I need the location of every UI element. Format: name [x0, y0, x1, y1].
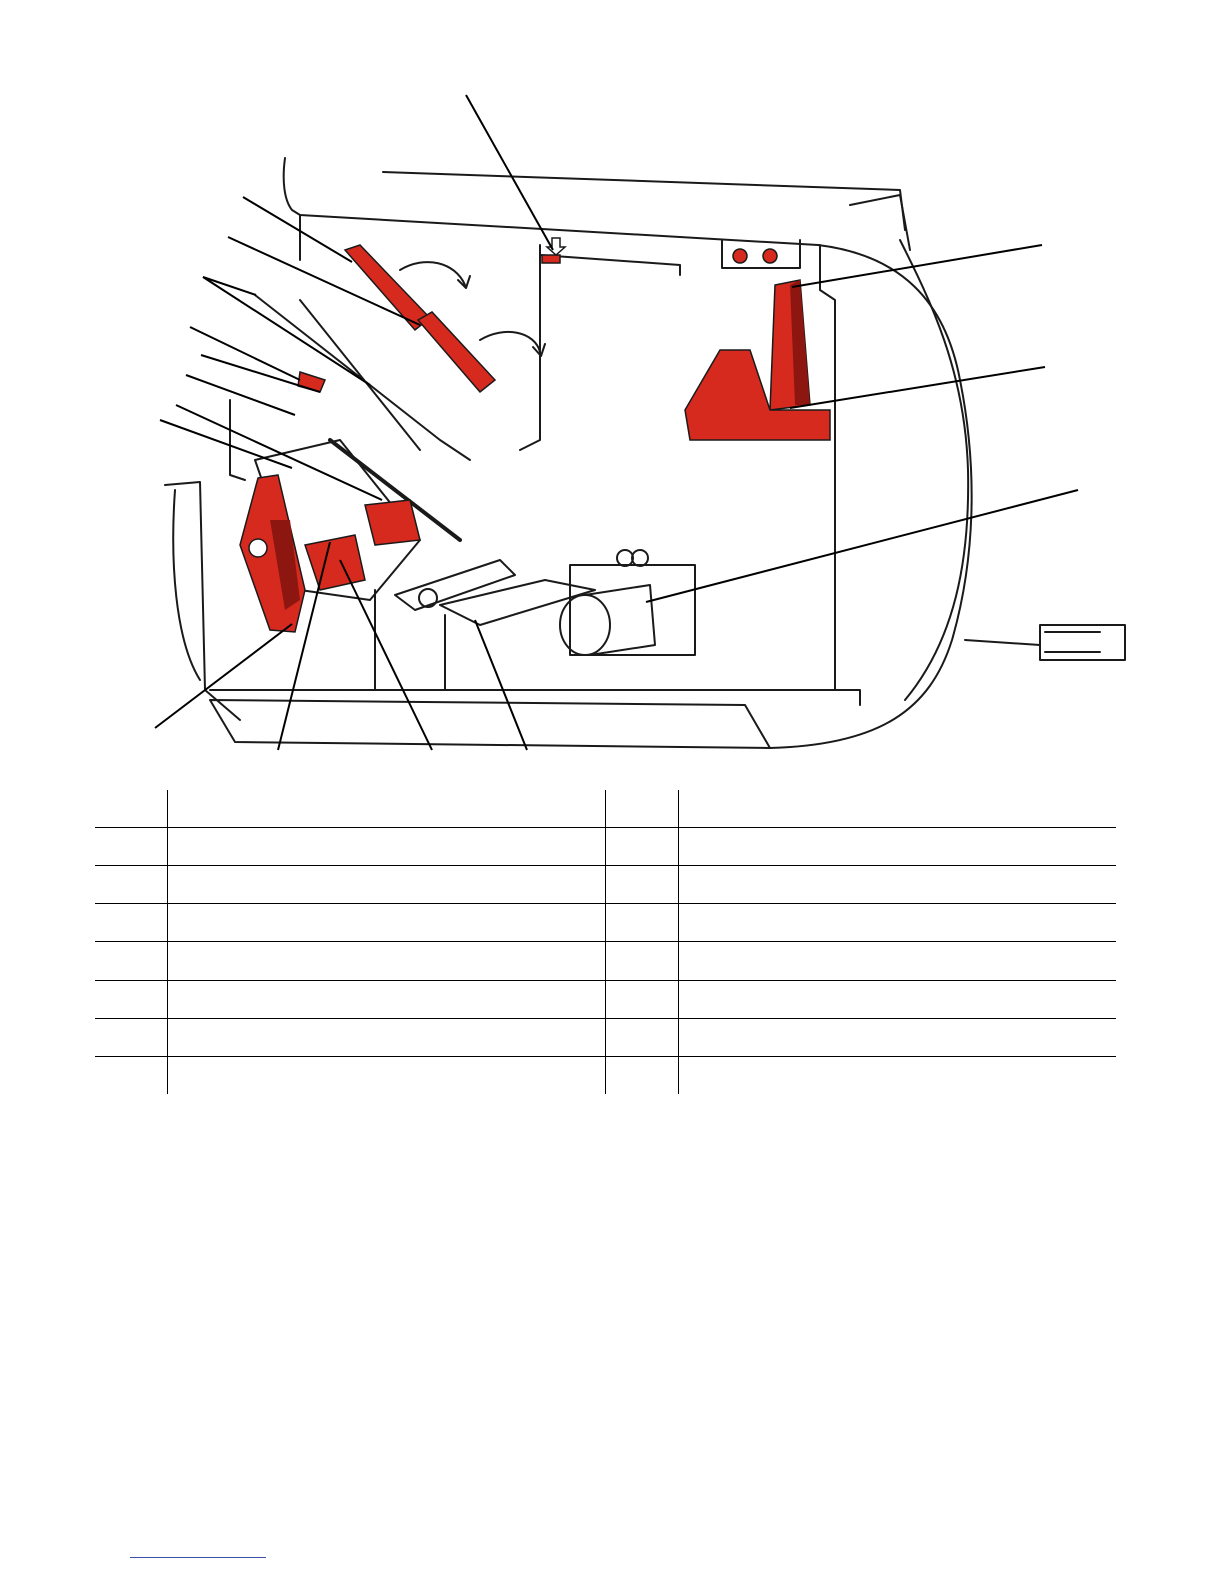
callout-line-4b	[203, 277, 370, 385]
legend-row	[95, 1056, 1116, 1094]
legend-number	[606, 942, 679, 980]
callout-line-11	[790, 367, 1045, 408]
legend-number	[95, 1018, 168, 1056]
legend-description	[168, 1018, 606, 1056]
callout-line-13	[155, 624, 292, 728]
legend-number	[606, 828, 679, 866]
callout-line-7	[186, 375, 295, 415]
callout-line-10	[792, 245, 1042, 287]
ribbon-sensor-tab	[542, 255, 560, 263]
printhead-latch	[240, 475, 305, 632]
legend-number	[606, 1018, 679, 1056]
legend-description	[168, 828, 606, 866]
callout-line-5	[190, 327, 300, 380]
legend-description	[168, 942, 606, 980]
legend-description	[679, 942, 1117, 980]
callout-line-16	[475, 620, 527, 750]
legend-number	[606, 790, 679, 828]
legend-number	[95, 790, 168, 828]
legend-description	[679, 790, 1117, 828]
callout-line-12	[646, 490, 1078, 602]
legend-number	[95, 1056, 168, 1094]
legend-number	[95, 828, 168, 866]
legend-description	[679, 1056, 1117, 1094]
legend-number	[606, 866, 679, 904]
legend-description	[168, 866, 606, 904]
legend-description	[168, 980, 606, 1018]
legend-row	[95, 866, 1116, 904]
footer-link-underline	[130, 1557, 266, 1558]
legend-number	[606, 904, 679, 942]
legend-row	[95, 904, 1116, 942]
callout-line-15	[340, 560, 432, 750]
ribbon-take-up-hub	[418, 312, 495, 392]
legend-row	[95, 790, 1116, 828]
legend-row	[95, 980, 1116, 1018]
legend-row	[95, 828, 1116, 866]
callout-line-4	[203, 277, 256, 295]
legend-description	[679, 1018, 1117, 1056]
legend-row	[95, 1018, 1116, 1056]
legend-description	[679, 980, 1117, 1018]
printhead-assembly	[305, 535, 365, 590]
legend-number	[95, 904, 168, 942]
ribbon-supply-hub	[345, 245, 430, 330]
legend-description	[168, 790, 606, 828]
indicator-dot-left	[733, 249, 747, 263]
printer-interior-diagram	[0, 0, 1224, 780]
indicator-dot-right	[763, 249, 777, 263]
legend-number	[95, 980, 168, 1018]
arc-arrow-upper	[400, 262, 470, 288]
label-sensor	[365, 500, 420, 545]
legend-body	[95, 790, 1116, 1094]
legend-number	[606, 980, 679, 1018]
legend-table	[95, 790, 1116, 1094]
legend-description	[168, 904, 606, 942]
legend-row	[95, 942, 1116, 980]
rewind-spindle	[560, 550, 695, 655]
latch-knob	[249, 539, 267, 557]
legend-description	[168, 1056, 606, 1094]
sensor-arrow-icon	[547, 238, 565, 255]
legend-number	[606, 1056, 679, 1094]
legend-number	[95, 942, 168, 980]
legend-description	[679, 828, 1117, 866]
legend-description	[679, 866, 1117, 904]
platen-roller	[375, 560, 595, 690]
arc-arrow-lower	[480, 332, 545, 356]
printer-cabinet	[165, 158, 1125, 748]
legend-description	[679, 904, 1117, 942]
legend-number	[95, 866, 168, 904]
